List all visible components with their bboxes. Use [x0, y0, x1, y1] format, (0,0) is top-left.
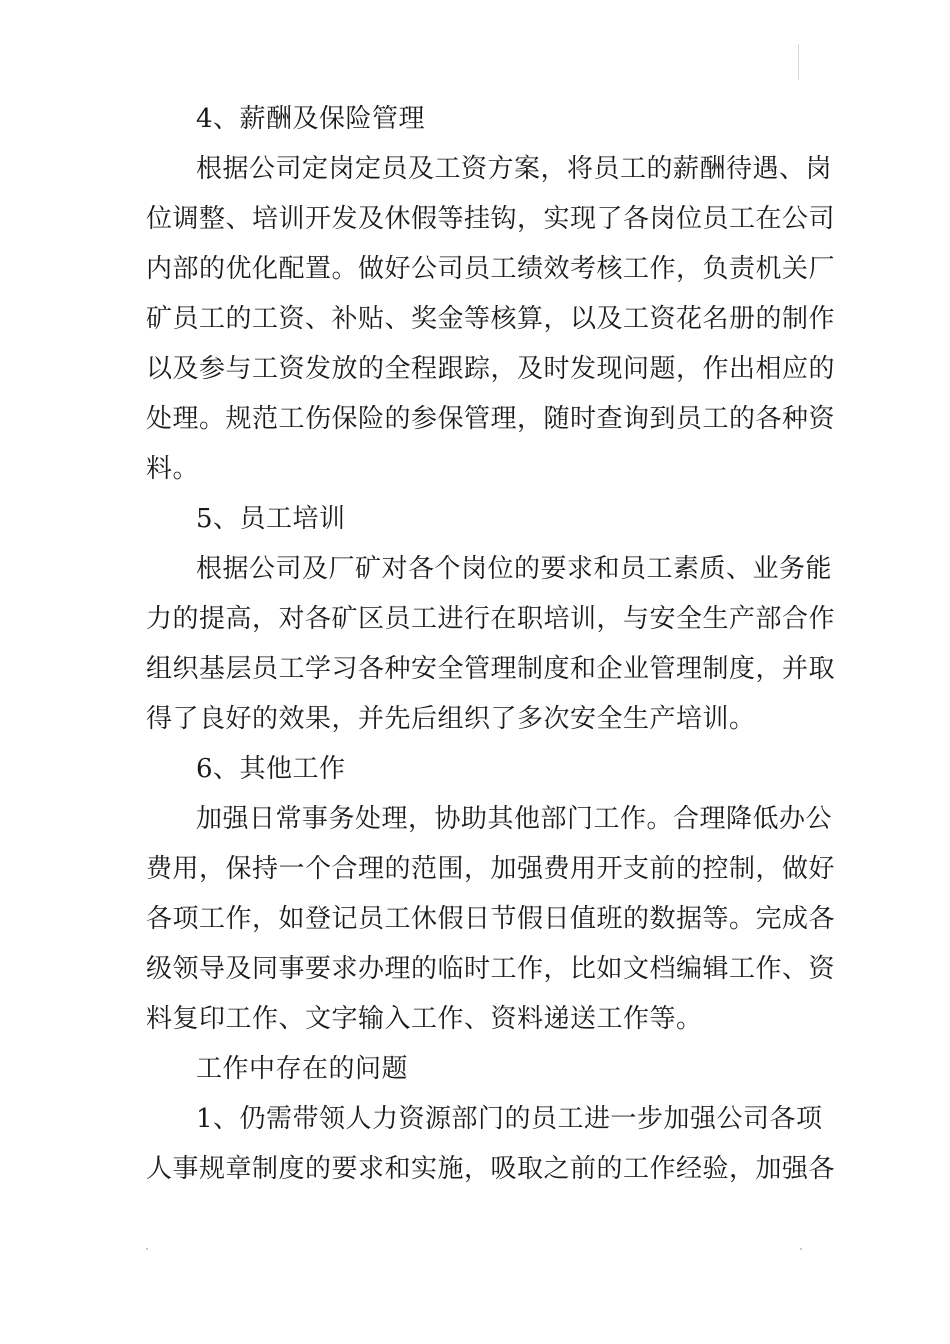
paragraph-line: 位调整、培训开发及休假等挂钩，实现了各岗位员工在公司 [146, 204, 836, 234]
paragraph-line: 力的提高，对各矿区员工进行在职培训，与安全生产部合作 [146, 604, 836, 634]
paragraph-line: 矿员工的工资、补贴、奖金等核算，以及工资花名册的制作 [146, 304, 836, 334]
paragraph-line: 人事规章制度的要求和实施，吸取之前的工作经验，加强各 [146, 1154, 836, 1184]
corner-mark-bottom-right [800, 1248, 802, 1250]
paragraph-line: 料复印工作、文字输入工作、资料递送工作等。 [146, 1004, 703, 1034]
paragraph-line: 根据公司及厂矿对各个岗位的要求和员工素质、业务能 [196, 554, 833, 584]
paragraph-line: 1、仍需带领人力资源部门的员工进一步加强公司各项 [196, 1104, 823, 1134]
paragraph-line: 各项工作，如登记员工休假日节假日值班的数据等。完成各 [146, 904, 836, 934]
paragraph-line: 组织基层员工学习各种安全管理制度和企业管理制度，并取 [146, 654, 836, 684]
paragraph-line: 内部的优化配置。做好公司员工绩效考核工作，负责机关厂 [146, 254, 836, 284]
section-heading-salary-insurance: 4、薪酬及保险管理 [196, 104, 426, 134]
corner-mark-bottom-left [146, 1248, 148, 1250]
paragraph-line: 加强日常事务处理，协助其他部门工作。合理降低办公 [196, 804, 833, 834]
paragraph-line: 级领导及同事要求办理的临时工作，比如文档编辑工作、资 [146, 954, 836, 984]
section-heading-training: 5、员工培训 [196, 504, 346, 534]
paragraph-line: 费用，保持一个合理的范围，加强费用开支前的控制，做好 [146, 854, 836, 884]
paragraph-line: 得了良好的效果，并先后组织了多次安全生产培训。 [146, 704, 756, 734]
paragraph-line: 以及参与工资发放的全程跟踪，及时发现问题，作出相应的 [146, 354, 836, 384]
section-heading-other-work: 6、其他工作 [196, 754, 346, 784]
section-heading-problems: 工作中存在的问题 [196, 1054, 409, 1084]
paragraph-line: 根据公司定岗定员及工资方案，将员工的薪酬待遇、岗 [196, 154, 833, 184]
paragraph-line: 料。 [146, 454, 200, 484]
paragraph-line: 处理。规范工伤保险的参保管理，随时查询到员工的各种资 [146, 404, 836, 434]
corner-mark-top-right [798, 44, 799, 80]
